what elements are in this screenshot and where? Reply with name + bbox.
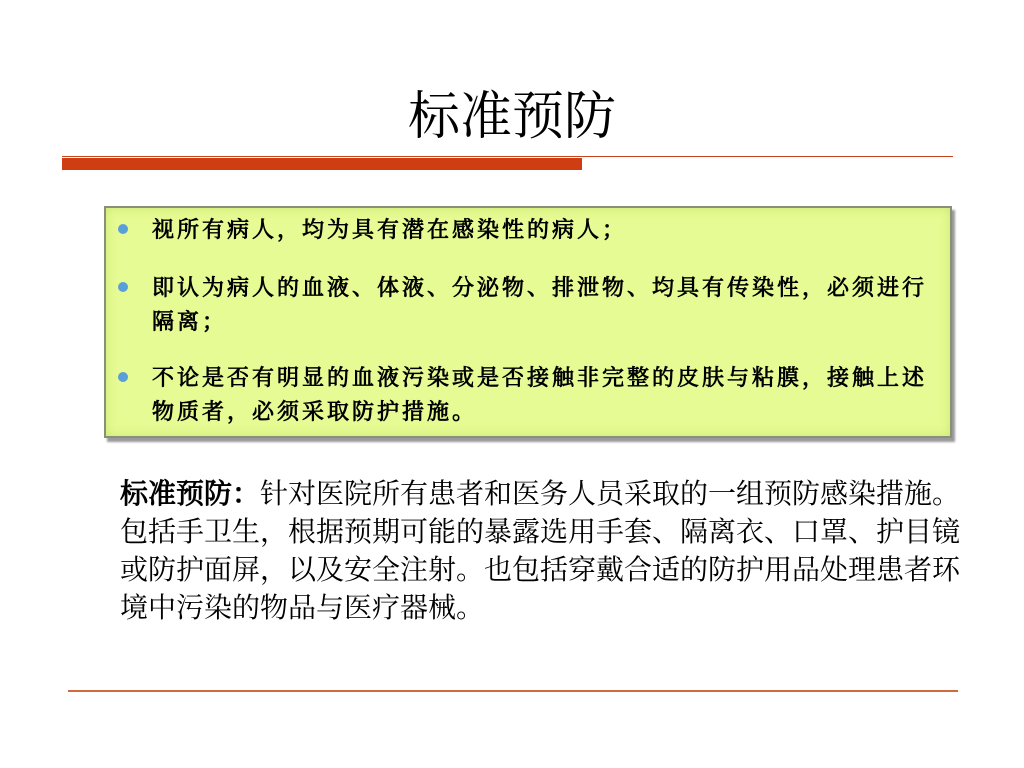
bullet-dot-icon [118, 224, 128, 234]
slide-title: 标准预防 [407, 87, 616, 147]
definition-paragraph [120, 475, 962, 627]
bullet-box [104, 206, 952, 438]
bullet-text: 不论是否有明显的血液污染或是否接触非完整的皮肤与粘膜，接触上述物质者，必须采取防护措施。 [152, 366, 928, 425]
bottom-rule-line [68, 690, 958, 692]
title-rule-line [62, 156, 953, 157]
title-accent-bar [62, 158, 582, 170]
definition-term: 标准预防： [120, 477, 261, 510]
definition-body: 针对医院所有患者和医务人员采取的一组预防感染措施。包括手卫生，根据预期可能的暴露选用手套、隔离衣、口罩、护目镜或防护面屏，以及安全注射。也包括穿戴合适的防护用品处理患者环境中污染的物品与医疗器械。 [120, 477, 961, 624]
bullet-text: 即认为病人的血液、体液、分泌物、排泄物、均具有传染性，必须进行隔离； [152, 276, 928, 335]
bullet-dot-icon [118, 282, 128, 292]
bullet-text: 视所有病人，均为具有潜在感染性的病人； [152, 218, 628, 243]
bullet-dot-icon [118, 372, 128, 382]
